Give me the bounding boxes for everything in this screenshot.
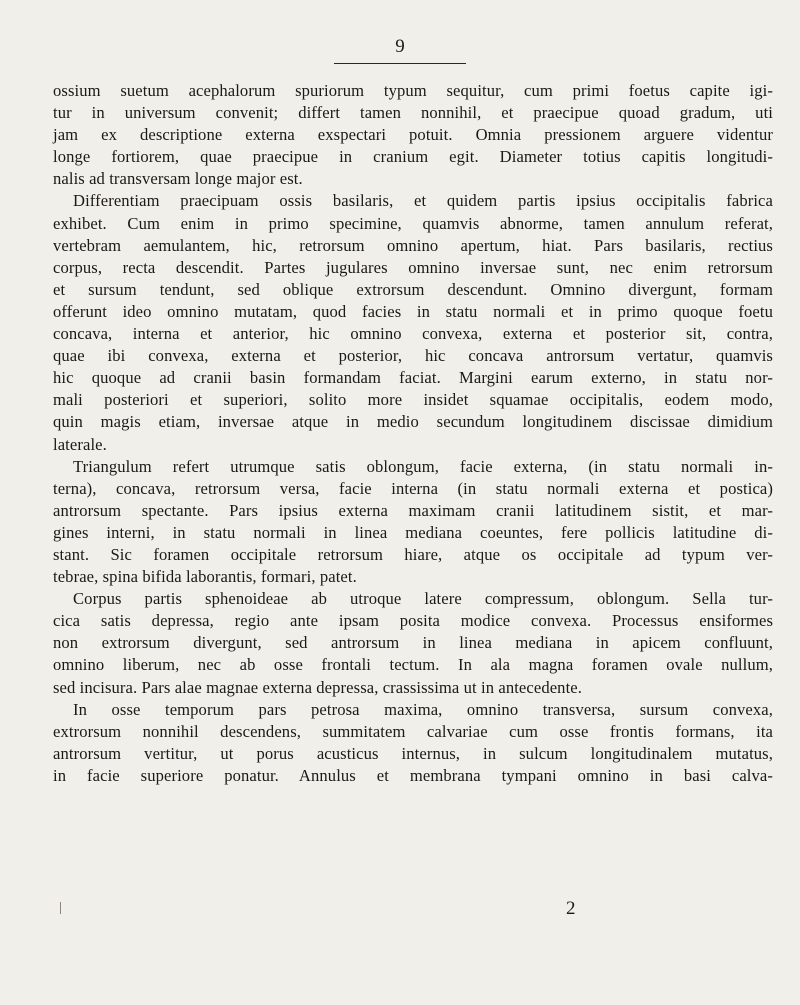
- text-line: antrorsum vertitur, ut porus acusticus internus, in sulcum longitudinalem mutatus,: [53, 743, 773, 763]
- text-line: Differentiam praecipuam ossis basilaris, et quidem partis ipsius occipitalis fabrica: [73, 191, 773, 211]
- text-line: in facie superiore ponatur. Annulus et membrana tympani omnino in basi calva-: [53, 765, 773, 785]
- page-number: 9: [395, 36, 405, 57]
- text-line: extrorsum nonnihil descendens, summitatem calvariae cum osse frontis formans, ita: [53, 721, 773, 741]
- signature-mark: 2: [566, 898, 576, 919]
- text-line: gines interni, in statu normali in linea mediana coeuntes, fere pollicis latitudine di-: [53, 522, 773, 542]
- text-line: Corpus partis sphenoideae ab utroque latere compressum, oblongum. Sella tur-: [73, 589, 773, 609]
- text-line: quin magis etiam, inversae atque in medio secundum longitudinem discissae dimidium: [53, 412, 773, 432]
- text-line: ossium suetum acephalorum spuriorum typum sequitur, cum primi foetus capite igi-: [53, 81, 773, 100]
- text-line: In osse temporum pars petrosa maxima, omnino transversa, sursum convexa,: [73, 699, 773, 719]
- text-line: exhibet. Cum enim in primo specimine, quamvis abnorme, tamen annulum referat,: [53, 213, 773, 233]
- text-line: hic quoque ad cranii basin formandam faciat. Margini earum externo, in statu nor-: [53, 368, 773, 388]
- text-line: corpus, recta descendit. Partes jugulares omnino inversae sunt, nec enim retrorsum: [53, 257, 773, 277]
- text-line: terna), concava, retrorsum versa, facie interna (in statu normali externa et postica): [53, 478, 773, 498]
- text-line: concava, interna et anterior, hic omnino convexa, externa et posterior sit, contra,: [53, 324, 773, 344]
- text-line: quae ibi convexa, externa et posterior, hic concava antrorsum vertatur, quamvis: [53, 346, 773, 366]
- text-line: antrorsum spectante. Pars ipsius externa maximam cranii latitudinem sistit, et mar-: [53, 500, 773, 520]
- text-line: sed incisura. Pars alae magnae externa depressa, crassissima ut in antecedente.: [53, 677, 583, 697]
- text-line: et sursum tendunt, sed oblique extrorsum descendunt. Omnino divergunt, formam: [53, 279, 773, 299]
- text-line: jam ex descriptione externa exspectari potuit. Omnia pressionem arguere videntur: [53, 125, 773, 145]
- text-line: stant. Sic foramen occipitale retrorsum hiare, atque os occipitale ad typum ver-: [53, 544, 773, 564]
- text-line: offerunt ideo omnino mutatam, quod facies in statu normali et in primo quoque foetu: [53, 301, 773, 321]
- header-rule: [334, 63, 466, 64]
- text-line: omnino liberum, nec ab osse frontali tectum. In ala magna foramen ovale nullum,: [53, 655, 773, 675]
- text-line: non extrorsum divergunt, sed antrorsum in linea mediana in apicem confluunt,: [53, 633, 773, 653]
- text-line: mali posteriori et superiori, solito more insidet squamae occipitalis, eodem modo,: [53, 390, 773, 410]
- text-line: nalis ad transversam longe major est.: [53, 169, 303, 189]
- text-line: cica satis depressa, regio ante ipsam posita modice convexa. Processus ensiformes: [53, 611, 773, 631]
- text-line: tebrae, spina bifida laborantis, formari, patet.: [53, 567, 357, 587]
- text-line: Triangulum refert utrumque satis oblongum, facie externa, (in statu normali in-: [73, 456, 773, 476]
- text-line: tur in universum convenit; differt tamen nonnihil, et praecipue quoad gradum, uti: [53, 103, 773, 123]
- body-text: [53, 80, 773, 787]
- text-line: longe fortiorem, quae praecipue in cranium egit. Diameter totius capitis longitudi-: [53, 147, 773, 167]
- text-line: laterale.: [53, 434, 107, 454]
- stray-print-mark: [60, 902, 61, 914]
- text-line: vertebram aemulantem, hic, retrorsum omnino apertum, hiat. Pars basilaris, rectius: [53, 235, 773, 255]
